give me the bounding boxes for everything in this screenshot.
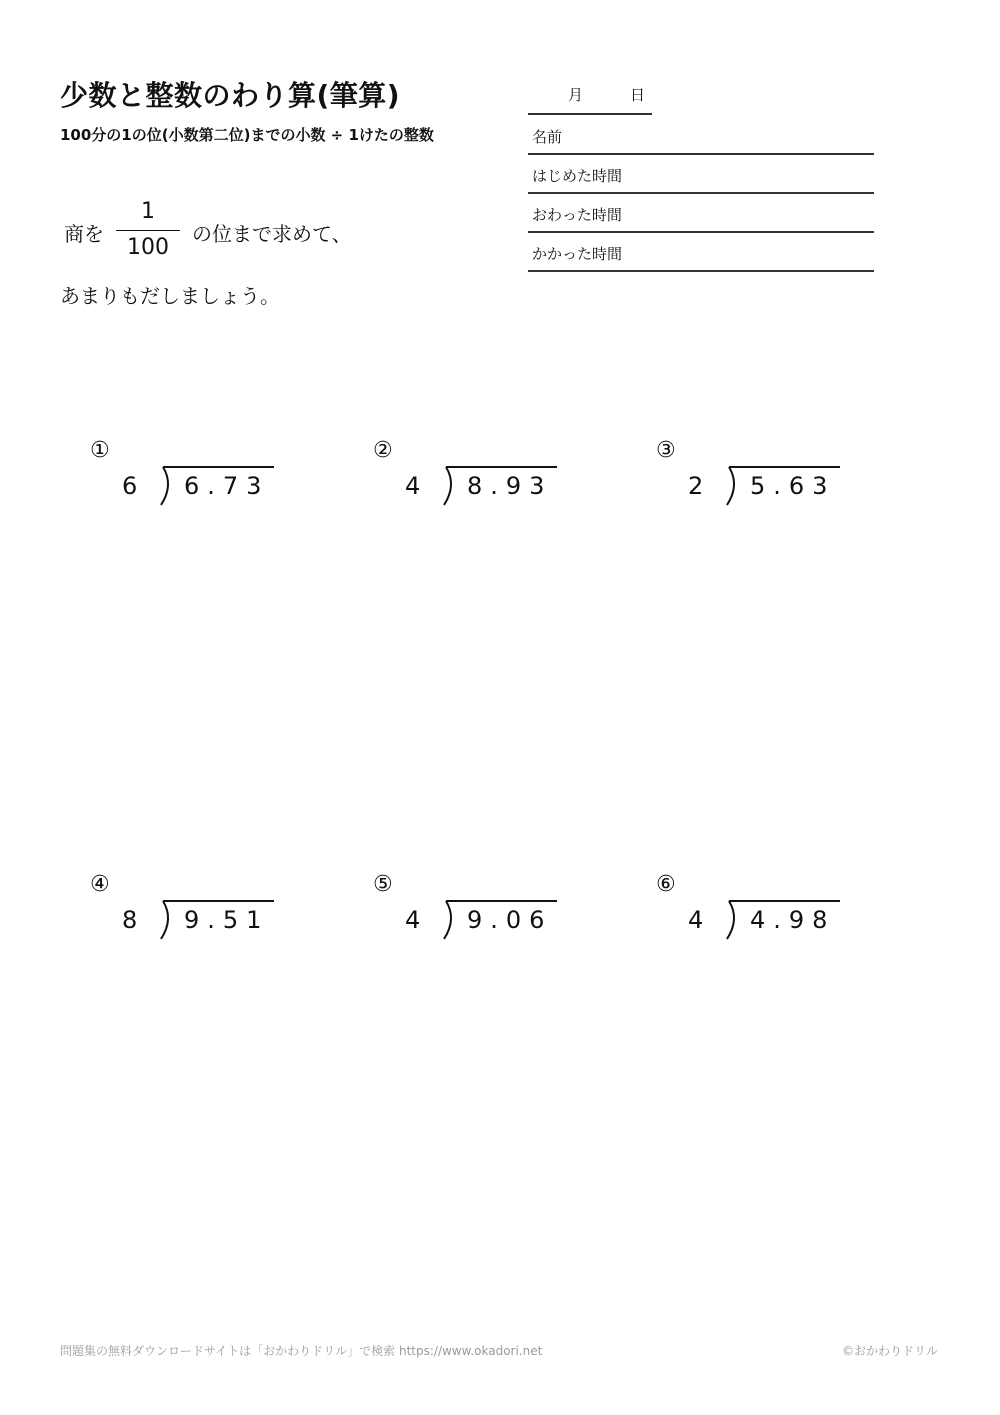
fraction-bar: [116, 230, 180, 231]
problem-number: ④: [90, 872, 110, 897]
problem-number: ②: [373, 438, 393, 463]
division-problem-3: [656, 438, 896, 518]
dividend: 4.98: [750, 906, 836, 934]
month-label: 月: [568, 86, 584, 104]
divisor: 6: [122, 472, 146, 500]
day-label: 日: [630, 86, 646, 104]
worksheet-title: 少数と整数のわり算(筆算): [60, 79, 401, 112]
divisor: 4: [405, 472, 429, 500]
name-label: 名前: [532, 128, 563, 146]
start-time-field[interactable]: [528, 155, 874, 194]
divisor: 2: [688, 472, 712, 500]
division-problem-2: [373, 438, 613, 518]
worksheet-subtitle: 100分の1の位(小数第二位)までの小数 ÷ 1けたの整数: [60, 126, 434, 144]
elapsed-time-field[interactable]: [528, 233, 874, 272]
divisor: 4: [405, 906, 429, 934]
end-time-label: おわった時間: [532, 206, 622, 224]
problem-number: ⑥: [656, 872, 676, 897]
fraction: [116, 198, 180, 261]
dividend: 6.73: [184, 472, 270, 500]
instruction-prefix: 商を: [64, 222, 104, 246]
instruction-suffix: の位まで求めて、: [192, 222, 352, 246]
elapsed-time-label: かかった時間: [532, 245, 623, 263]
date-field[interactable]: [528, 80, 652, 115]
problem-number: ③: [656, 438, 676, 463]
divisor: 4: [688, 906, 712, 934]
division-problem-1: [90, 438, 330, 518]
division-problem-4: [90, 872, 330, 952]
fraction-numerator: 1: [141, 199, 155, 224]
dividend: 9.51: [184, 906, 270, 934]
instruction-line2: あまりもだしましょう。: [60, 284, 280, 308]
dividend: 9.06: [467, 906, 553, 934]
end-time-field[interactable]: [528, 194, 874, 233]
dividend: 5.63: [750, 472, 836, 500]
problem-number: ⑤: [373, 872, 393, 897]
start-time-label: はじめた時間: [532, 167, 623, 185]
fraction-denominator: 100: [127, 235, 169, 260]
footer-site-note: 問題集の無料ダウンロードサイトは「おかわりドリル」で検索 https://www.okadori.net: [60, 1344, 543, 1358]
name-field[interactable]: [528, 116, 874, 155]
dividend: 8.93: [467, 472, 553, 500]
division-problem-6: [656, 872, 896, 952]
footer-copyright: ©おかわりドリル: [842, 1344, 939, 1358]
division-problem-5: [373, 872, 613, 952]
problem-number: ①: [90, 438, 110, 463]
divisor: 8: [122, 906, 146, 934]
